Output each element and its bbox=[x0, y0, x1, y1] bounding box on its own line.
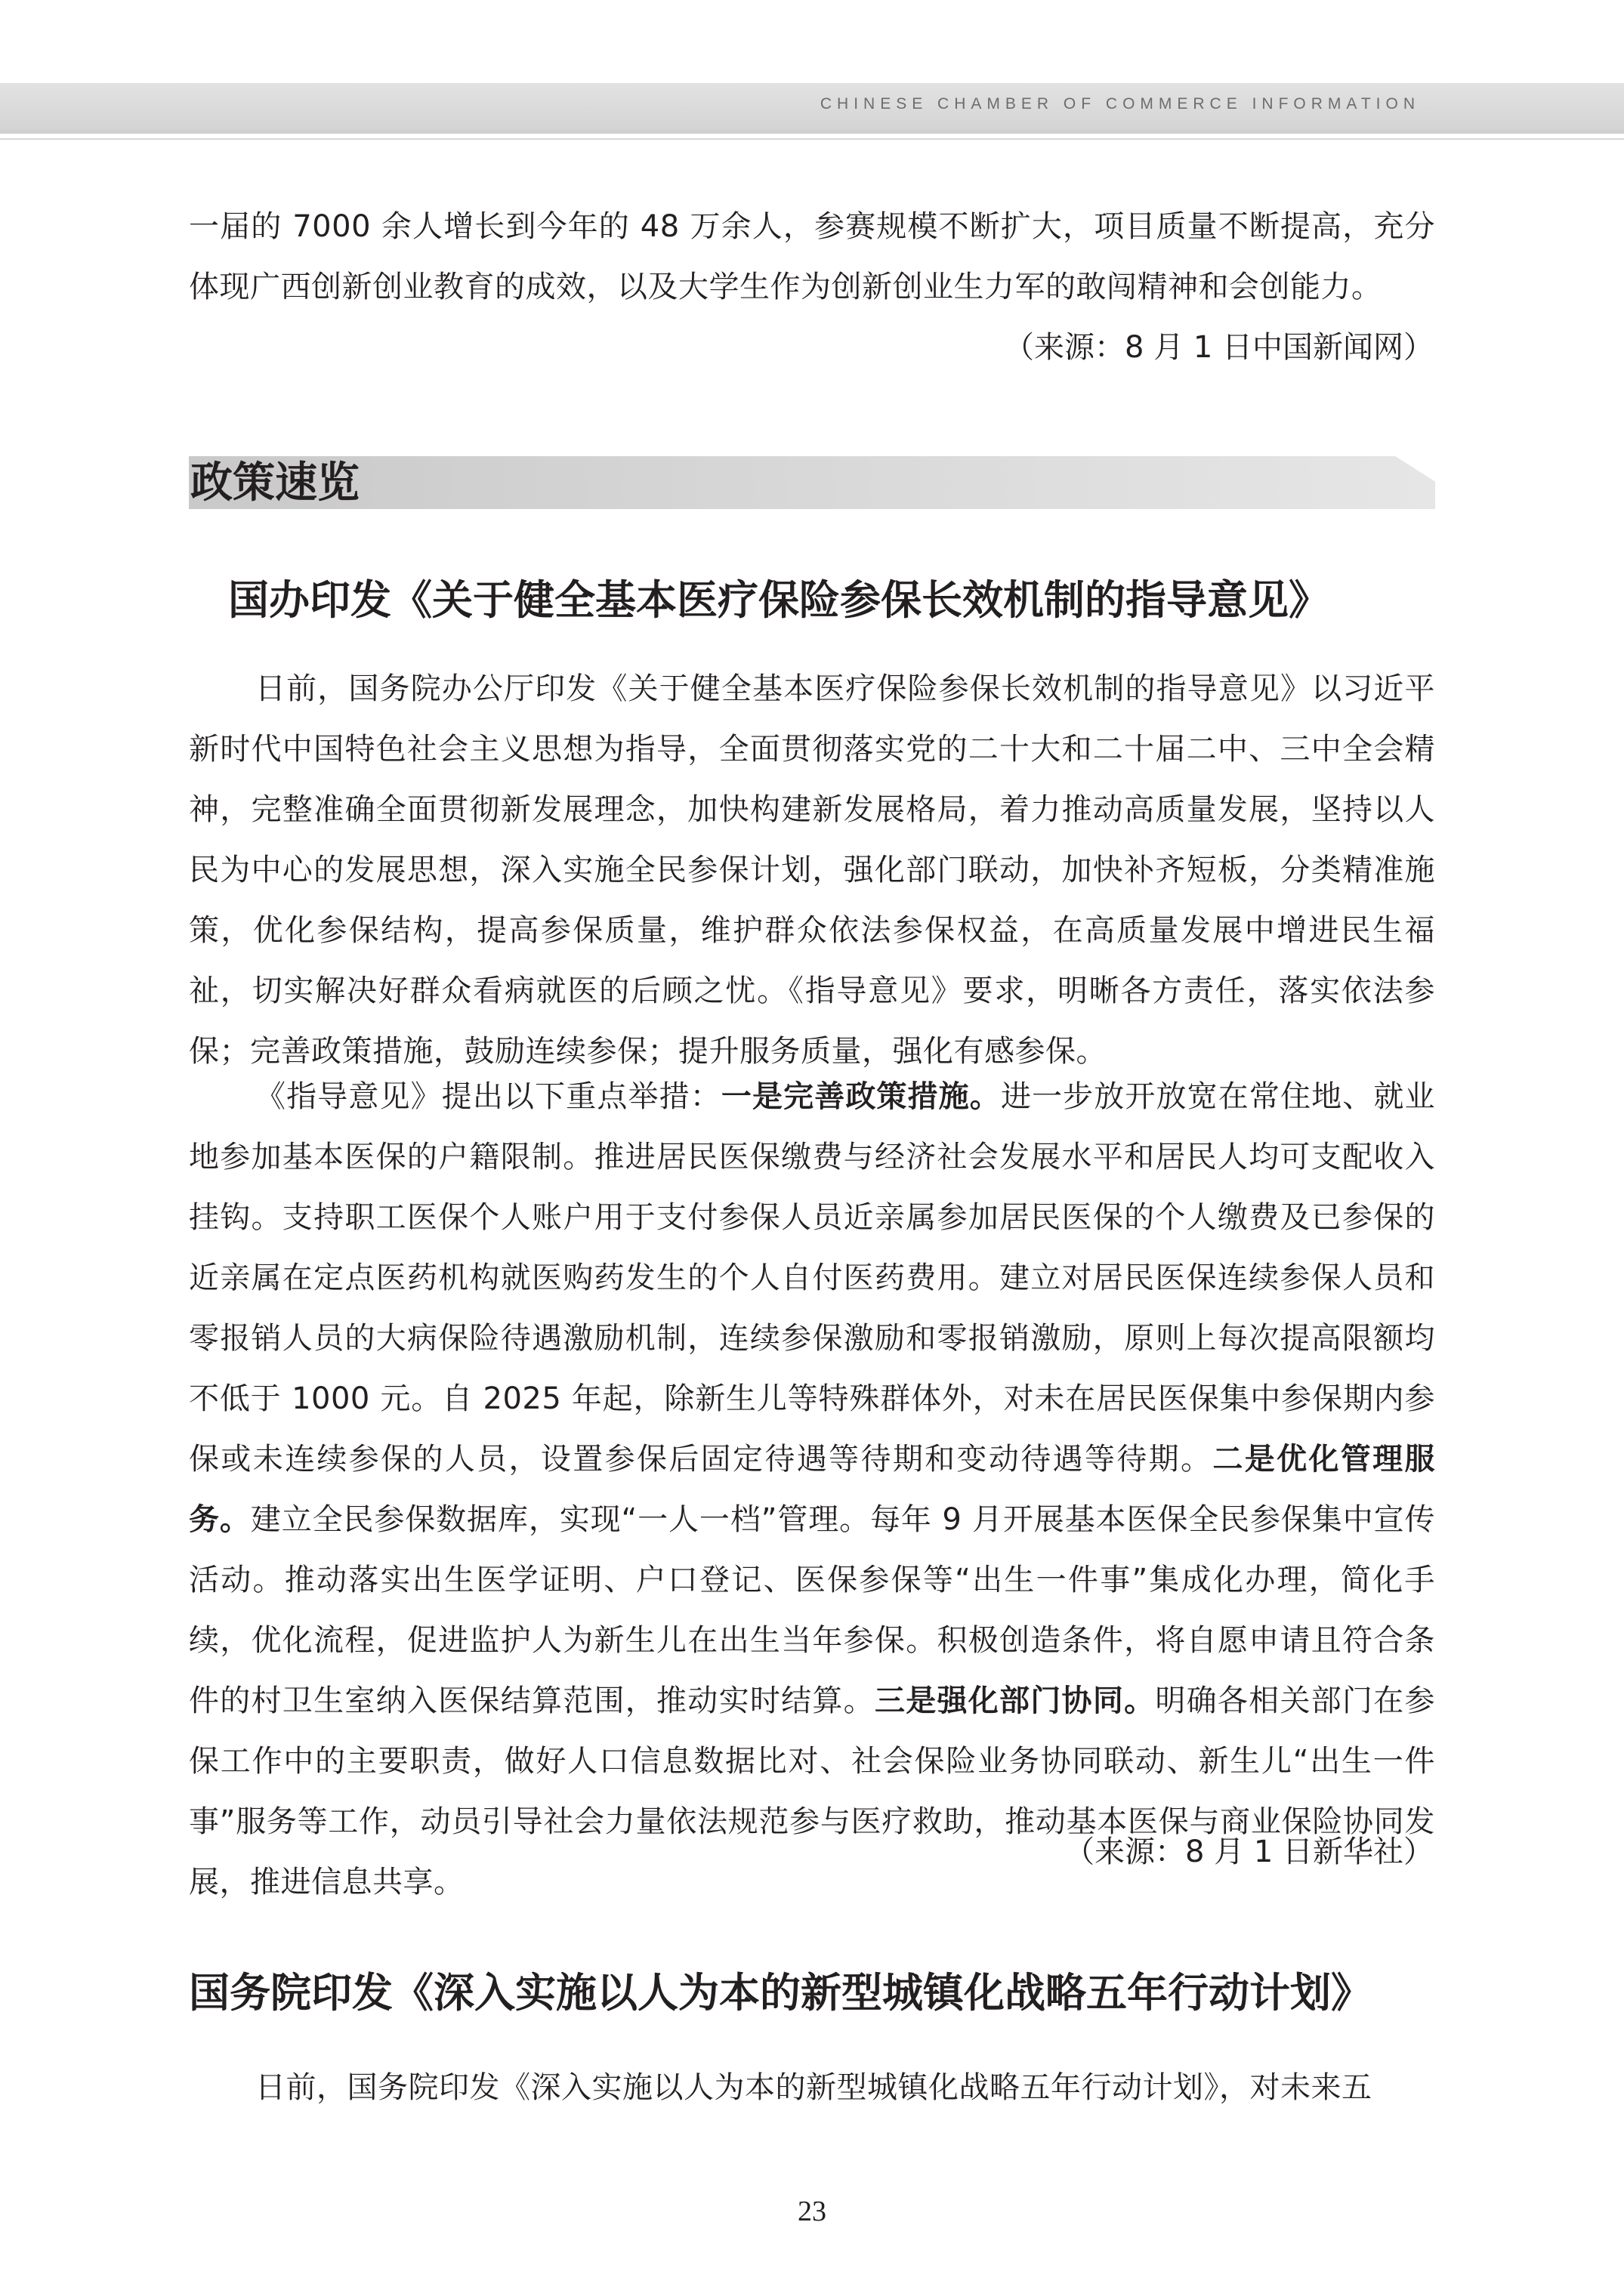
section-bar bbox=[189, 456, 1435, 509]
header-rule-thin bbox=[0, 138, 1624, 140]
article-1-source: （来源：8 月 1 日新华社） bbox=[1064, 1835, 1434, 1869]
header-rule bbox=[0, 130, 1624, 134]
paragraph-text: 建立全民参保数据库，实现“一人一档”管理。每年 9 月开展基本医保全民参保集中宣传活动。推动落实出生医学证明、户口登记、医保参保等“出生一件事”集成化办理，简化手续，优化流程，促进监护人为新生儿在出生当年参保。积极创造条件，将自愿申请且符合条件的村卫生室纳入医保结算范围，推动实时结算。 bbox=[189, 1502, 1436, 1718]
key-measure-2: 二是优化管理服务。 bbox=[189, 1442, 1436, 1537]
paragraph-text: 进一步放开放宽在常住地、就业地参加基本医保的户籍限制。推进居民医保缴费与经济社会发展水平和居民人均可支配收入挂钩。支持职工医保个人账户用于支付参保人员近亲属参加居民医保的个人缴费及已参保的近亲属在定点医药机构就医购药发生的个人自付医药费用。建立对居民医保连续参保人员和零报销人员的大病保险待遇激励机制，连续参保激励和零报销激励，原则上每次提高限额均不低于 1000 元。自 2025 年起，除新生儿等特殊群体外，对未在居民医保集中参保期内参保或未连续参保的人员，设置参保后固定待遇等待期和变动待遇等待期。 bbox=[189, 1079, 1436, 1477]
intro-source: （来源：8 月 1 日中国新闻网） bbox=[1003, 330, 1434, 365]
article-1-title: 国办印发《关于健全基本医疗保险参保长效机制的指导意见》 bbox=[228, 576, 1329, 624]
intro-paragraph: 一届的 7000 余人增长到今年的 48 万余人，参赛规模不断扩大，项目质量不断提高，充分体现广西创新创业教育的成效，以及大学生作为创新创业生力军的敢闯精神和会创能力。 bbox=[189, 209, 1435, 304]
publication-name: CHINESE CHAMBER OF COMMERCE INFORMATION bbox=[820, 95, 1420, 113]
key-measure-1: 一是完善政策措施。 bbox=[721, 1079, 1001, 1114]
key-measure-3: 三是强化部门协同。 bbox=[874, 1683, 1156, 1718]
section-title: 政策速览 bbox=[190, 458, 360, 508]
page-number: 23 bbox=[798, 2196, 826, 2227]
article-1-paragraph-1: 日前，国务院办公厅印发《关于健全基本医疗保险参保长效机制的指导意见》以习近平新时代中国特色社会主义思想为指导，全面贯彻落实党的二十大和二十届二中、三中全会精神，完整准确全面贯彻新发展理念，加快构建新发展格局，着力推动高质量发展，坚持以人民为中心的发展思想，深入实施全民参保计划，强化部门联动，加快补齐短板，分类精准施策，优化参保结构，提高参保质量，维护群众依法参保权益，在高质量发展中增进民生福祉，切实解决好群众看病就医的后顾之忧。《指导意见》要求，明晰各方责任，落实依法参保；完善政策措施，鼓励连续参保；提升服务质量，强化有感参保。 bbox=[189, 671, 1435, 1069]
article-2-title: 国务院印发《深入实施以人为本的新型城镇化战略五年行动计划》 bbox=[189, 1969, 1372, 2017]
paragraph-text: 《指导意见》提出以下重点举措： bbox=[255, 1079, 721, 1114]
article-1-paragraph-2 bbox=[189, 1066, 1435, 1912]
paragraph-text: 明确各相关部门在参保工作中的主要职责，做好人口信息数据比对、社会保险业务协同联动、新生儿“出生一件事”服务等工作，动员引导社会力量依法规范参与医疗救助，推动基本医保与商业保险协同发展，推进信息共享。 bbox=[189, 1683, 1436, 1900]
article-2-paragraph-1: 日前，国务院印发《深入实施以人为本的新型城镇化战略五年行动计划》，对未来五 bbox=[255, 2070, 1372, 2105]
